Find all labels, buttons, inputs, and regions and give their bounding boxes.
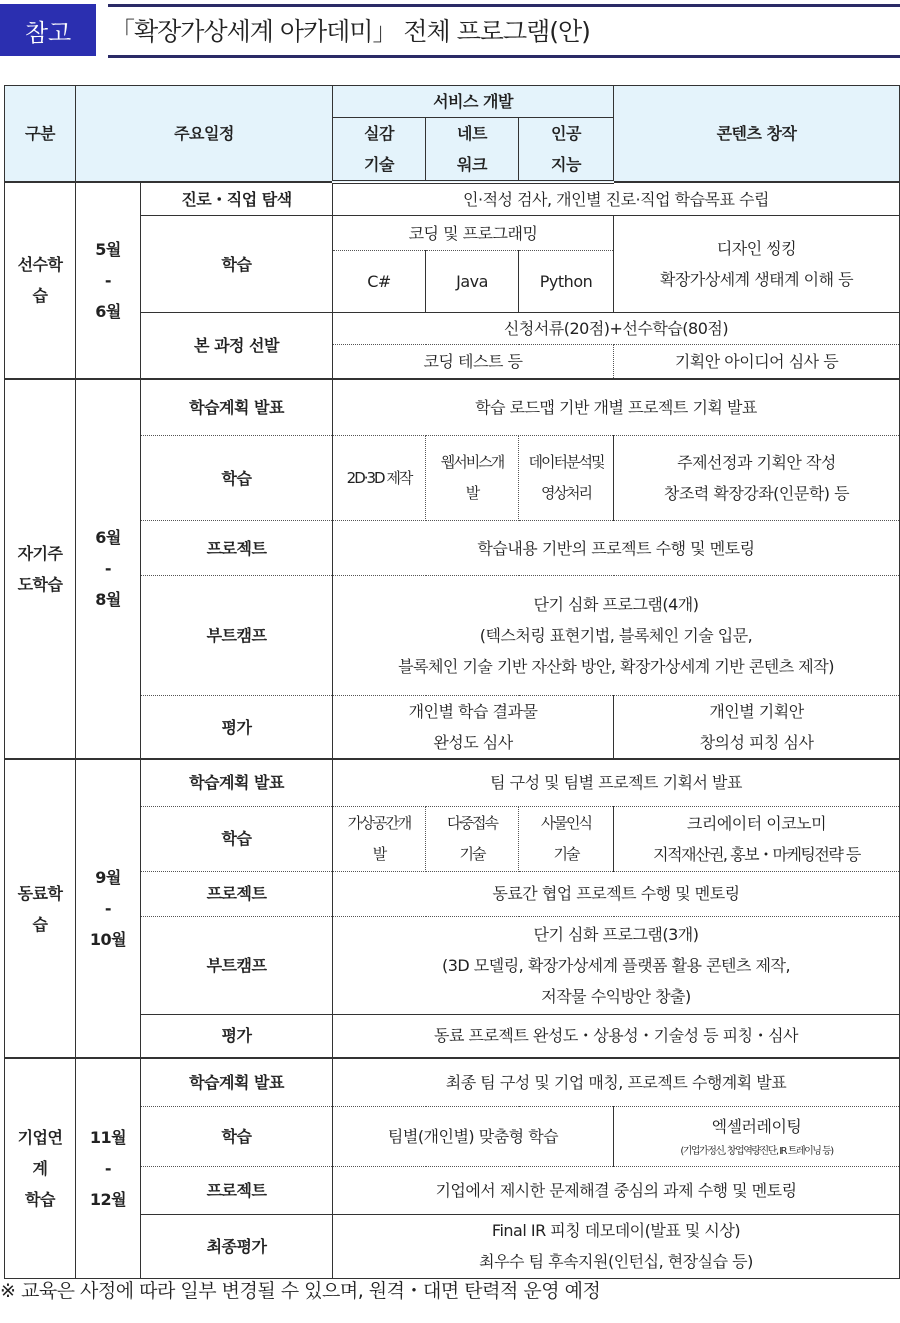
section-month: 6월 - 8월	[76, 379, 141, 760]
content-cell: 주제선정과 기획안 작성 창조력 확장강좌(인문학) 등	[614, 436, 900, 521]
accelerating-cell: 엑셀러레이팅 (기업가정신, 창업역량진단, IR 트레이닝 등)	[614, 1106, 900, 1166]
row-label: 본 과정 선발	[141, 313, 333, 379]
row-label: 프로젝트	[141, 871, 333, 916]
lang-python: Python	[519, 251, 614, 313]
row-text: 학습내용 기반의 프로젝트 수행 및 멘토링	[333, 521, 900, 576]
row-label: 학습	[141, 436, 333, 521]
row-label: 프로젝트	[141, 1166, 333, 1214]
header-ai: 인공 지능	[519, 118, 614, 183]
row-label: 부트캠프	[141, 916, 333, 1014]
footnote: ※ 교육은 사정에 따라 일부 변경될 수 있으며, 원격・대면 탄력적 운영 예정	[0, 1280, 601, 1302]
lang-java: Java	[426, 251, 519, 313]
section-name: 선수학 습	[5, 182, 76, 379]
row-label: 평가	[141, 1014, 333, 1058]
realistic-cell: 가상공간개 발	[333, 806, 426, 871]
section-name: 자기주 도학습	[5, 379, 76, 760]
page-title: 「확장가상세계 아카데미」 전체 프로그램(안)	[110, 17, 590, 46]
row-label: 최종평가	[141, 1214, 333, 1278]
row-text: 기업에서 제시한 문제해결 중심의 과제 수행 및 멘토링	[333, 1166, 900, 1214]
row-label: 학습	[141, 216, 333, 313]
row-text: 팀별(개인별) 맞춤형 학습	[333, 1106, 614, 1166]
header-network: 네트 워크	[426, 118, 519, 183]
row-text: Final IR 피칭 데모데이(발표 및 시상) 최우수 팀 후속지원(인턴십, 현장실습 등)	[333, 1214, 900, 1278]
row-text: 동료 프로젝트 완성도・상용성・기술성 등 피칭・심사	[333, 1014, 900, 1058]
title-rule-bottom	[108, 55, 900, 58]
content-cell: 크리에이터 이코노미 지적재산권, 홍보・마케팅전략 등	[614, 806, 900, 871]
row-label: 학습계획 발표	[141, 379, 333, 436]
ai-cell: 데이터분석및 영상처리	[519, 436, 614, 521]
section-month: 5월 - 6월	[76, 182, 141, 379]
section-name: 동료학 습	[5, 759, 76, 1058]
realistic-cell: 2D·3D 제작	[333, 436, 426, 521]
row-text: 개인별 기획안 창의성 피칭 심사	[614, 696, 900, 760]
row-label: 학습계획 발표	[141, 1058, 333, 1106]
row-text: 단기 심화 프로그램(4개) (텍스처링 표현기법, 블록체인 기술 입문, 블록체인 기술 기반 자산화 방안, 확장가상세계 기반 콘텐츠 제작)	[333, 576, 900, 696]
header-schedule: 주요일정	[76, 86, 333, 183]
row-label: 프로젝트	[141, 521, 333, 576]
network-cell: 다중접속 기술	[426, 806, 519, 871]
header-content: 콘텐츠 창작	[614, 86, 900, 183]
row-text: 동료간 협업 프로젝트 수행 및 멘토링	[333, 871, 900, 916]
row-text: 신청서류(20점)+선수학습(80점)	[333, 313, 900, 345]
ai-cell: 사물인식 기술	[519, 806, 614, 871]
header-service-dev: 서비스 개발	[333, 86, 614, 118]
row-label: 학습	[141, 806, 333, 871]
section-month: 11월 - 12월	[76, 1058, 141, 1278]
row-text: 코딩 테스트 등	[333, 345, 614, 379]
section-month: 9월 - 10월	[76, 759, 141, 1058]
row-text: 개인별 학습 결과물 완성도 심사	[333, 696, 614, 760]
row-text: 학습 로드맵 기반 개별 프로젝트 기획 발표	[333, 379, 900, 436]
row-label: 학습	[141, 1106, 333, 1166]
network-cell: 웹서비스개 발	[426, 436, 519, 521]
row-label: 진로・직업 탐색	[141, 182, 333, 216]
row-text: 기획안 아이디어 심사 등	[614, 345, 900, 379]
section-name: 기업연 계 학습	[5, 1058, 76, 1278]
header-realistic: 실감 기술	[333, 118, 426, 183]
row-text: 단기 심화 프로그램(3개) (3D 모델링, 확장가상세계 플랫폼 활용 콘텐츠 제작, 저작물 수익방안 창출)	[333, 916, 900, 1014]
program-table	[4, 85, 900, 1279]
title-rule-top	[108, 4, 900, 7]
row-label: 부트캠프	[141, 576, 333, 696]
content-cell: 디자인 씽킹 확장가상세계 생태계 이해 등	[614, 216, 900, 313]
header-category: 구분	[5, 86, 76, 183]
row-text: 인·적성 검사, 개인별 진로·직업 학습목표 수립	[333, 182, 900, 216]
row-label: 학습계획 발표	[141, 759, 333, 806]
row-text: 최종 팀 구성 및 기업 매칭, 프로젝트 수행계획 발표	[333, 1058, 900, 1106]
reference-badge: 참고	[0, 4, 96, 56]
row-text: 팀 구성 및 팀별 프로젝트 기획서 발표	[333, 759, 900, 806]
row-label: 평가	[141, 696, 333, 760]
lang-csharp: C#	[333, 251, 426, 313]
coding-cell: 코딩 및 프로그래밍	[333, 216, 614, 251]
